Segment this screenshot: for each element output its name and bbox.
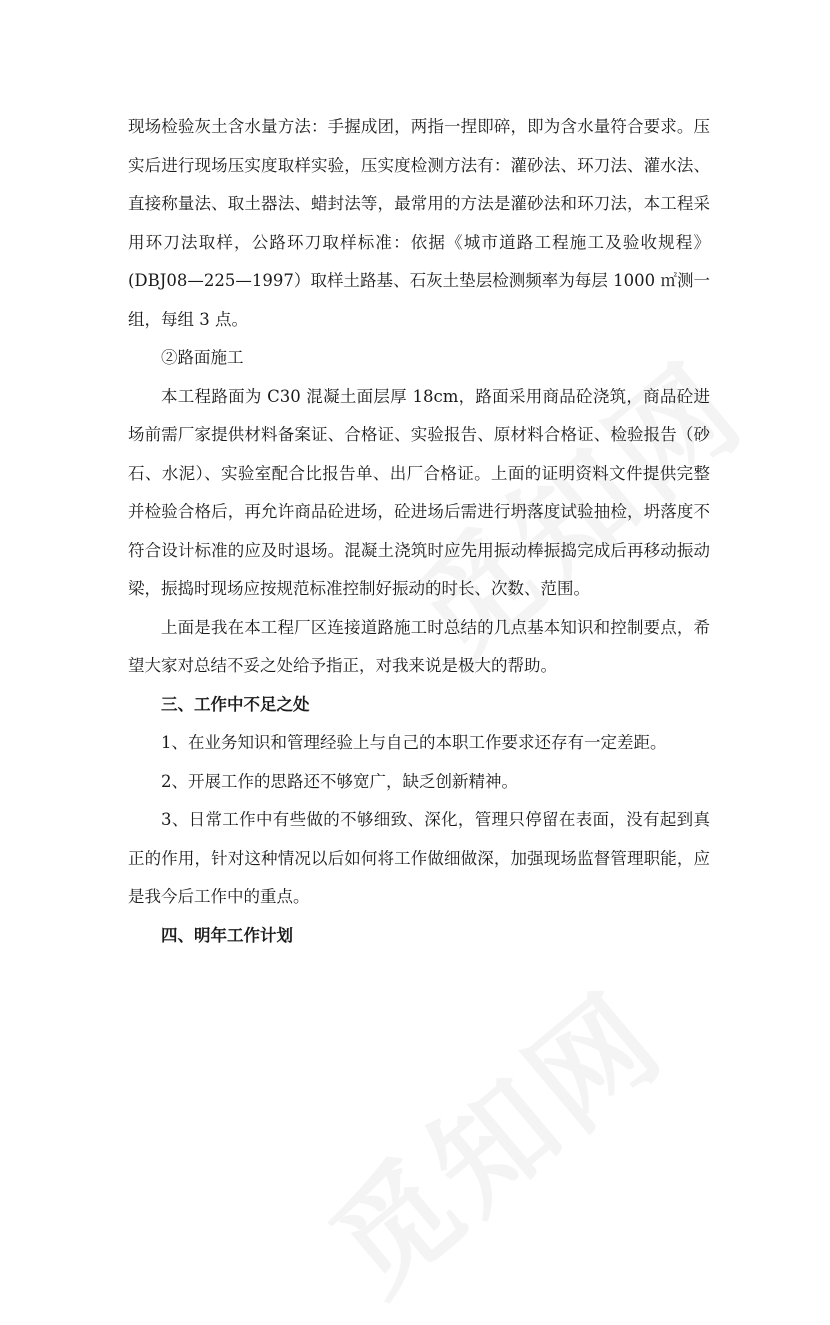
paragraph-moisture-test: 现场检验灰土含水量方法：手握成团，两指一捏即碎，即为含水量符合要求。压实后进行现场压实度取样实验，压实度检测方法有：灌砂法、环刀法、灌水法、直接称量法、取土器法、蜡封法等，最常用的方法是灌砂法和环刀法，本工程采用环刀法取样，公路环刀取样标准：依据《城市道路工程施工及验收规程》(DBJ08—225—1997）取样土路基、石灰土垫层检测频率为每层 1000 ㎡测一组，每组 3 点。 [128,117,710,329]
subheading-road-surface: ②路面施工 [161,348,244,367]
paragraph-road-surface: 本工程路面为 C30 混凝土面层厚 18cm，路面采用商品砼浇筑，商品砼进场前需厂家提供材料备案证、合格证、实验报告、原材料合格证、检验报告（砂石、水泥）、实验室配合比报告单、出厂合格证。上面的证明资料文件提供完整并检验合格后，再允许商品砼进场，砼进场后需进行坍落度试验抽检，坍落度不符合设计标准的应及时退场。混凝土浇筑时应先用振动棒振捣完成后再移动振动梁，振捣时现场应按规范标准控制好振动的时长、次数、范围。 [128,386,710,598]
heading-shortcomings: 三、工作中不足之处 [161,694,310,714]
list-item-2: 2、开展工作的思路还不够宽广，缺乏创新精神。 [161,771,518,791]
watermark [290,947,695,1325]
list-item-1: 1、在业务知识和管理经验上与自己的本职工作要求还存有一定差距。 [161,733,667,752]
list-item-3: 3、日常工作中有些做的不够细致、深化，管理只停留在表面，没有起到真正的作用，针对这种情况以后如何将工作做细做深，加强现场监督管理职能，应是我今后工作中的重点。 [128,810,710,906]
body-text [128,108,710,955]
paragraph-summary: 上面是我在本工程厂区连接道路施工时总结的几点基本知识和控制要点，希望大家对总结不妥之处给予指正，对我来说是极大的帮助。 [128,617,710,675]
heading-next-year-plan: 四、明年工作计划 [161,925,293,945]
